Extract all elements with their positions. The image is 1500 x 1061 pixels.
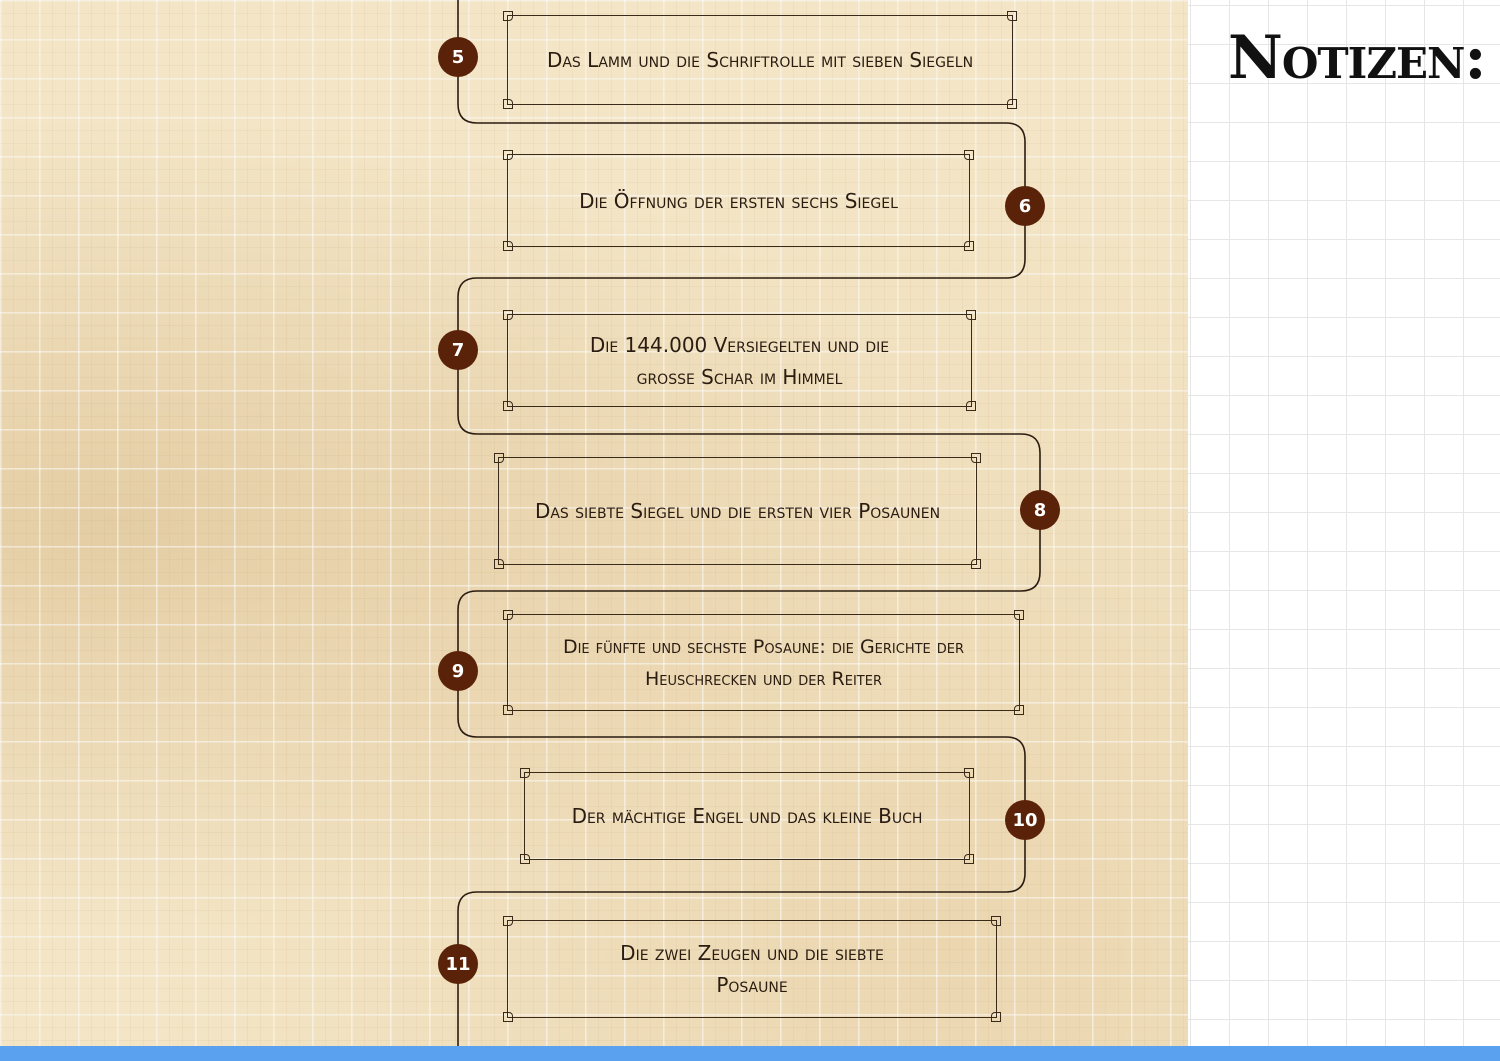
step-box-5	[507, 15, 1013, 105]
step-box-8	[498, 457, 977, 565]
step-number-badge-7: 7	[438, 330, 478, 370]
step-number-badge-5: 5	[438, 37, 478, 77]
step-box-10	[524, 772, 970, 860]
notes-title: Notizen:	[1228, 23, 1486, 93]
step-number-badge-10: 10	[1005, 800, 1045, 840]
step-text: Das siebte Siegel und die ersten vier Posaunen	[534, 499, 941, 523]
step-number-badge-6: 6	[1005, 186, 1045, 226]
notes-panel	[1188, 0, 1500, 1046]
bottom-bar	[0, 1046, 1500, 1061]
step-number-badge-9: 9	[438, 651, 478, 691]
step-text: Die zwei Zeugen und die siebte Posaune	[620, 941, 884, 997]
step-text: Der mächtige Engel und das kleine Buch	[571, 804, 923, 828]
step-number-badge-11: 11	[438, 944, 478, 984]
step-box-9	[507, 614, 1020, 711]
step-box-11	[507, 920, 997, 1018]
step-box-6	[507, 154, 970, 247]
step-number-badge-8: 8	[1020, 490, 1060, 530]
step-box-7	[507, 314, 972, 407]
step-text: Die 144.000 Versiegelten und die grosse Schar im Himmel	[589, 332, 890, 389]
step-text: Das Lamm und die Schriftrolle mit sieben Siegeln	[546, 48, 974, 72]
step-text: Die fünfte und sechste Posaune: die Gerichte der Heuschrecken und der Reiter	[562, 635, 965, 690]
step-text: Die Öffnung der ersten sechs Siegel	[579, 188, 898, 213]
